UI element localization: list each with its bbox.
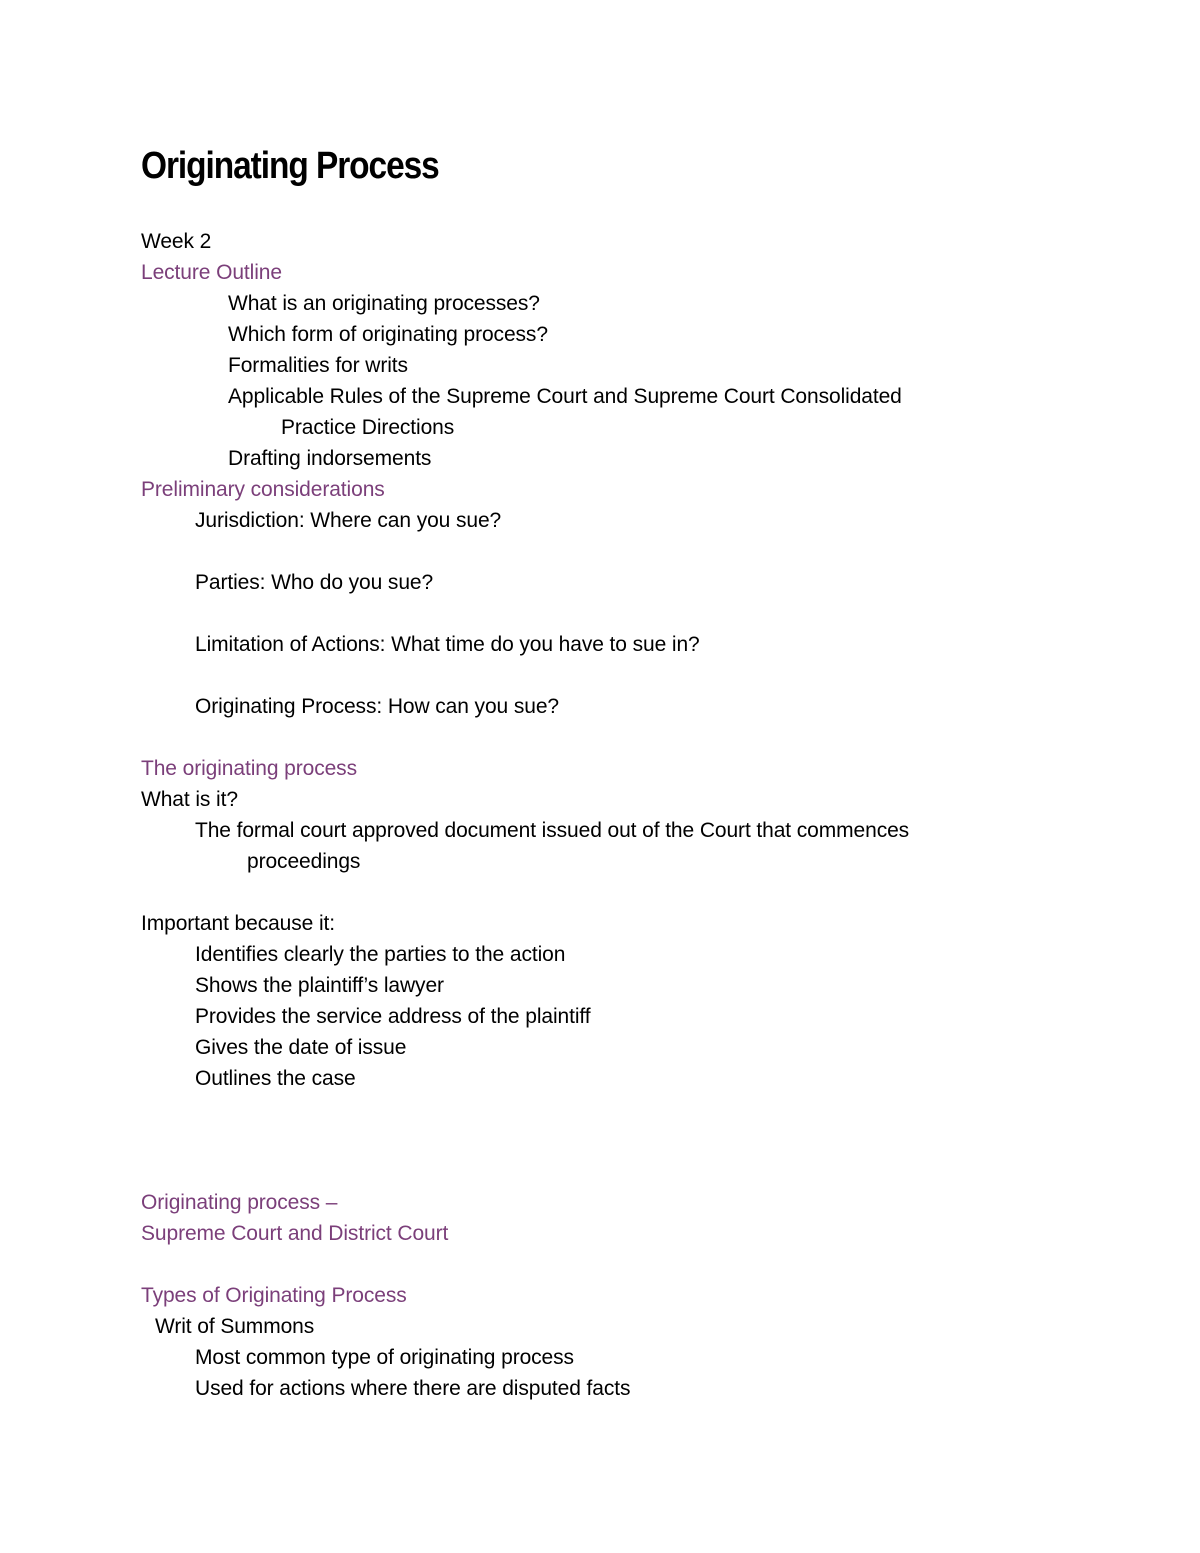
outline-item-continuation: Practice Directions [281,416,455,439]
lecture-outline-heading: Lecture Outline [141,261,282,284]
courts-heading-continuation: Supreme Court and District Court [141,1222,449,1245]
writ-item: Most common type of originating process [195,1346,574,1369]
week-label: Week 2 [141,230,212,253]
important-item: Shows the plaintiff’s lawyer [195,974,444,997]
preliminary-item: Limitation of Actions: What time do you have to sue in? [195,633,700,656]
important-heading: Important because it: [141,912,336,935]
important-item: Outlines the case [195,1067,356,1090]
preliminary-item: Parties: Who do you sue? [195,571,434,594]
preliminary-item: Jurisdiction: Where can you sue? [195,509,502,532]
courts-heading: Originating process – [141,1191,338,1214]
definition-line: The formal court approved document issued out of the Court that commences [195,819,910,842]
types-heading: Types of Originating Process [141,1284,407,1307]
writ-item: Used for actions where there are disputed facts [195,1377,631,1400]
originating-process-heading: The originating process [141,757,357,780]
definition-line-continuation: proceedings [247,850,361,873]
preliminary-heading: Preliminary considerations [141,478,385,501]
outline-item: Drafting indorsements [228,447,432,470]
what-is-it-question: What is it? [141,788,238,811]
preliminary-item: Originating Process: How can you sue? [195,695,559,718]
outline-item: What is an originating processes? [228,292,540,315]
important-item: Provides the service address of the plaintiff [195,1005,591,1028]
page-title: Originating Process [141,145,439,187]
important-item: Gives the date of issue [195,1036,407,1059]
outline-item: Formalities for writs [228,354,408,377]
outline-item: Which form of originating process? [228,323,548,346]
writ-of-summons-label: Writ of Summons [155,1315,315,1338]
important-item: Identifies clearly the parties to the action [195,943,566,966]
outline-item: Applicable Rules of the Supreme Court and Supreme Court Consolidated [228,385,902,408]
